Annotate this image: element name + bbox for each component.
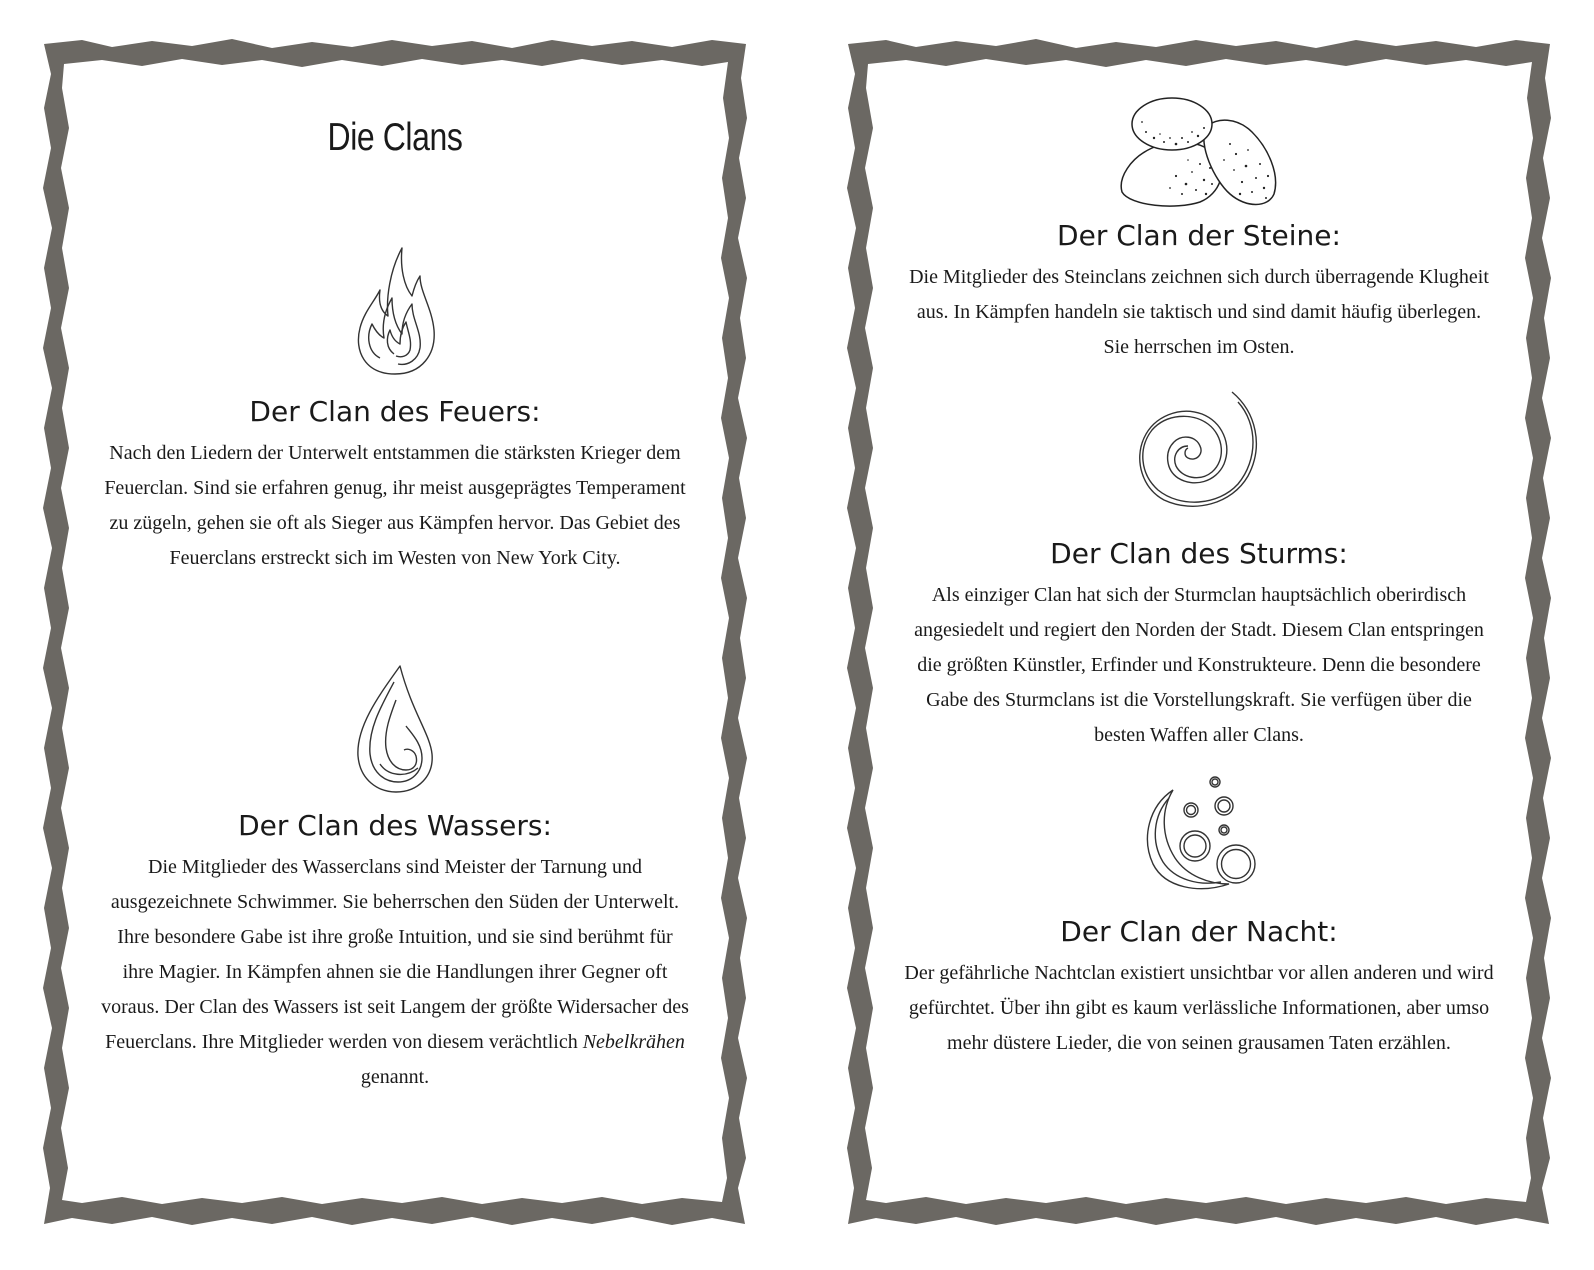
- clan-text-water-emphasis: Nebelkrähen: [582, 1031, 685, 1053]
- clan-heading-stones: Der Clan der Steine:: [1057, 219, 1341, 252]
- right-page: [846, 38, 1552, 1226]
- left-page: [42, 38, 748, 1226]
- clan-section-stones: [904, 94, 1494, 365]
- clan-text-storm: Als einziger Clan hat sich der Sturmclan hauptsächlich oberirdisch angesiedelt und regiert den Norden der Stadt. Diesem Clan entspringen die größten Künstler, Erfinder und Konstrukteure. Denn die besondere Gabe des Sturmclans ist die Vorstellungskraft. Sie verfügen über die besten Waffen aller Clans.: [914, 584, 1484, 746]
- clan-heading-storm: Der Clan des Sturms:: [1050, 537, 1348, 570]
- clan-text-water-main: Die Mitglieder des Wasserclans sind Meister der Tarnung und ausgezeichnete Schwimmer. Sie beherrschen den Süden der Unterwelt. Ihre besondere Gabe ist ihre große Intuition, und sie sind berühmt für ihre Magier. In Kämpfen ahnen sie die Handlungen ihrer Gegner oft voraus. Der Clan des Wassers ist seit Langem der größte Widersacher des Feuerclans. Ihre Mitglieder werden von diesem verächtlich: [101, 856, 689, 1053]
- water-drop-icon: [350, 664, 440, 794]
- clan-text-water-end: genannt.: [360, 1066, 430, 1088]
- clan-section-storm: [904, 390, 1494, 753]
- flame-icon: [350, 246, 440, 378]
- clan-heading-night: Der Clan der Nacht:: [1060, 915, 1338, 948]
- moon-bubbles-icon: [1139, 776, 1259, 894]
- clan-heading-fire: Der Clan des Feuers:: [249, 395, 541, 428]
- left-page-content: [100, 38, 690, 1226]
- stones-icon: [1116, 94, 1282, 208]
- clan-section-night: [904, 776, 1494, 1061]
- page-title: Die Clans: [327, 116, 463, 159]
- clan-heading-water: Der Clan des Wassers:: [238, 809, 552, 842]
- clan-text-fire: Nach den Liedern der Unterwelt entstammen die stärksten Krieger dem Feuerclan. Sind sie erfahren genug, ihr meist ausgeprägtes Temperament zu zügeln, gehen sie oft als Sieger aus Kämpfen hervor. Das Gebiet des Feuerclans erstreckt sich im Westen von New York City.: [104, 442, 686, 569]
- right-page-content: [904, 38, 1494, 1226]
- clan-text-water: [100, 850, 690, 1095]
- clan-text-stones: Die Mitglieder des Steinclans zeichnen sich durch überragende Klugheit aus. In Kämpfen handeln sie taktisch und sind damit häufig überlegen. Sie herrschen im Osten.: [909, 266, 1489, 358]
- clan-section-water: [100, 664, 690, 1095]
- clan-text-night: Der gefährliche Nachtclan existiert unsichtbar vor allen anderen und wird gefürchtet. Über ihn gibt es kaum verlässliche Informationen, aber umso mehr düstere Lieder, die von seinen grausamen Taten erzählen.: [904, 962, 1494, 1054]
- spiral-icon: [1134, 390, 1264, 514]
- clan-section-fire: [100, 246, 690, 576]
